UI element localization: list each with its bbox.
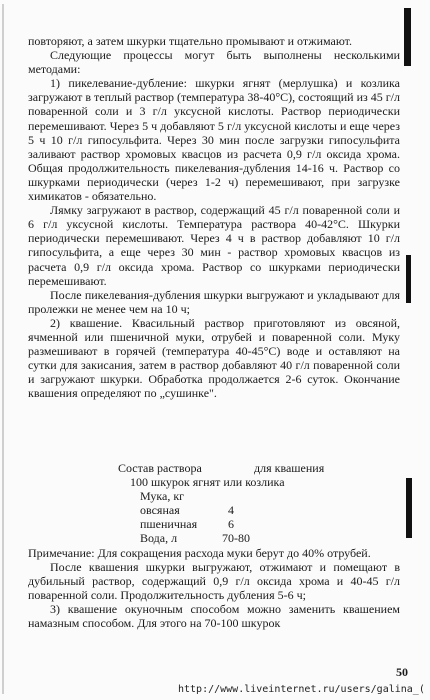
row-name: Мука, кг [140, 489, 185, 503]
paragraph-8: 3) квашение окуночным способом можно заменить квашением намазным способом. Для этого на 70-100 шкурок [28, 602, 400, 631]
table-subheader: 100 шкурок ягнят или козлика [130, 475, 285, 489]
row-value: 4 [228, 503, 234, 517]
paragraph-7: После квашения шкурки выгружают, отжимают и помещают в дубильный раствор, содержащий 0,9 г/л оксида хрома и 40-45 г/л поваренной соли. Продолжительность дубления 5-6 ч; [28, 560, 400, 603]
scan-edge-mark [404, 8, 411, 66]
paragraph-1: повторяют, а затем шкурки тщательно промывают и отжимают. [28, 34, 352, 48]
table-header-right: для квашения [254, 461, 325, 475]
scan-edge-line [2, 4, 4, 694]
row-name: овсяная [140, 503, 180, 517]
page-number: 50 [396, 665, 408, 679]
table-header-row [118, 461, 338, 475]
row-name: пшеничная [140, 517, 198, 531]
table-subheader-row [118, 475, 338, 489]
note-paragraph: Примечание: Для сокращения расхода муки берут до 40% отрубей. [28, 546, 371, 560]
paragraph-2: Следующие процессы могут быть выполнены несколькими методами: [28, 48, 400, 77]
body-text [28, 34, 400, 400]
table-row [118, 489, 338, 503]
row-value: 6 [228, 517, 234, 531]
solution-table [118, 461, 338, 545]
row-name: Вода, л [140, 531, 178, 545]
after-table-text [28, 546, 400, 631]
table-row [118, 517, 338, 531]
scan-edge-mark [406, 478, 412, 538]
watermark-url: http://www.liveinternet.ru/users/galina_( [178, 684, 425, 695]
row-value: 70-80 [222, 531, 250, 545]
paragraph-4: Лямку загружают в раствор, содержащий 45 г/л поваренной соли и 6 г/л уксусной кислоты. Температура раствора 40-42°С. Шкурки периодически перемешивают. Через 4 ч в раствор добавляют 10 г/л гипосульфита, а еще через 30 мин - раствор хромовых квасцов из расчета 0,9 г/л оксида хрома. Раствор со шкурками периодически перемешивают. [28, 203, 400, 288]
paragraph-5: После пикелевания-дубления шкурки выгружают и укладывают для пролежки не менее чем на 10 ч; [28, 287, 400, 316]
table-row [118, 531, 338, 545]
paragraph-3: 1) пикелевание-дубление: шкурки ягнят (мерлушка) и козлика загружают в теплый раствор (температура 38-40°С), состоящий из 45 г/л поваренной соли и 3 г/л уксусной кислоты. Раствор периодически перемешивают. Через 5 ч добавляют 5 г/л уксусной кислоты и еще через 5 ч 10 г/л гипосульфита. Через 30 мин после загрузки гипосульфита заливают раствор хромовых квасцов из расчета 0,9 г/л оксида хрома. Общая продолжительность пикелевания-дубления 14-16 ч. Раствор со шкурками периодически (через 1-2 ч) перемешивают, при загрузке химикатов - обязательно. [28, 76, 400, 204]
paragraph-6: 2) квашение. Квасильный раствор приготовляют из овсяной, ячменной или пшеничной муки, отрубей и поваренной соли. Муку размешивают в горячей (температура 40-45°С) воде и оставляют на сутки для закисания, затем в раствор добавляют 40 г/л поваренной соли и загружают шкурки. Обработка продолжается 2-6 суток. Окончание квашения определяют по „сушинке". [28, 315, 400, 401]
table-header-left: Состав раствора [118, 461, 202, 475]
table-row [118, 503, 338, 517]
scan-edge-mark [406, 255, 411, 303]
